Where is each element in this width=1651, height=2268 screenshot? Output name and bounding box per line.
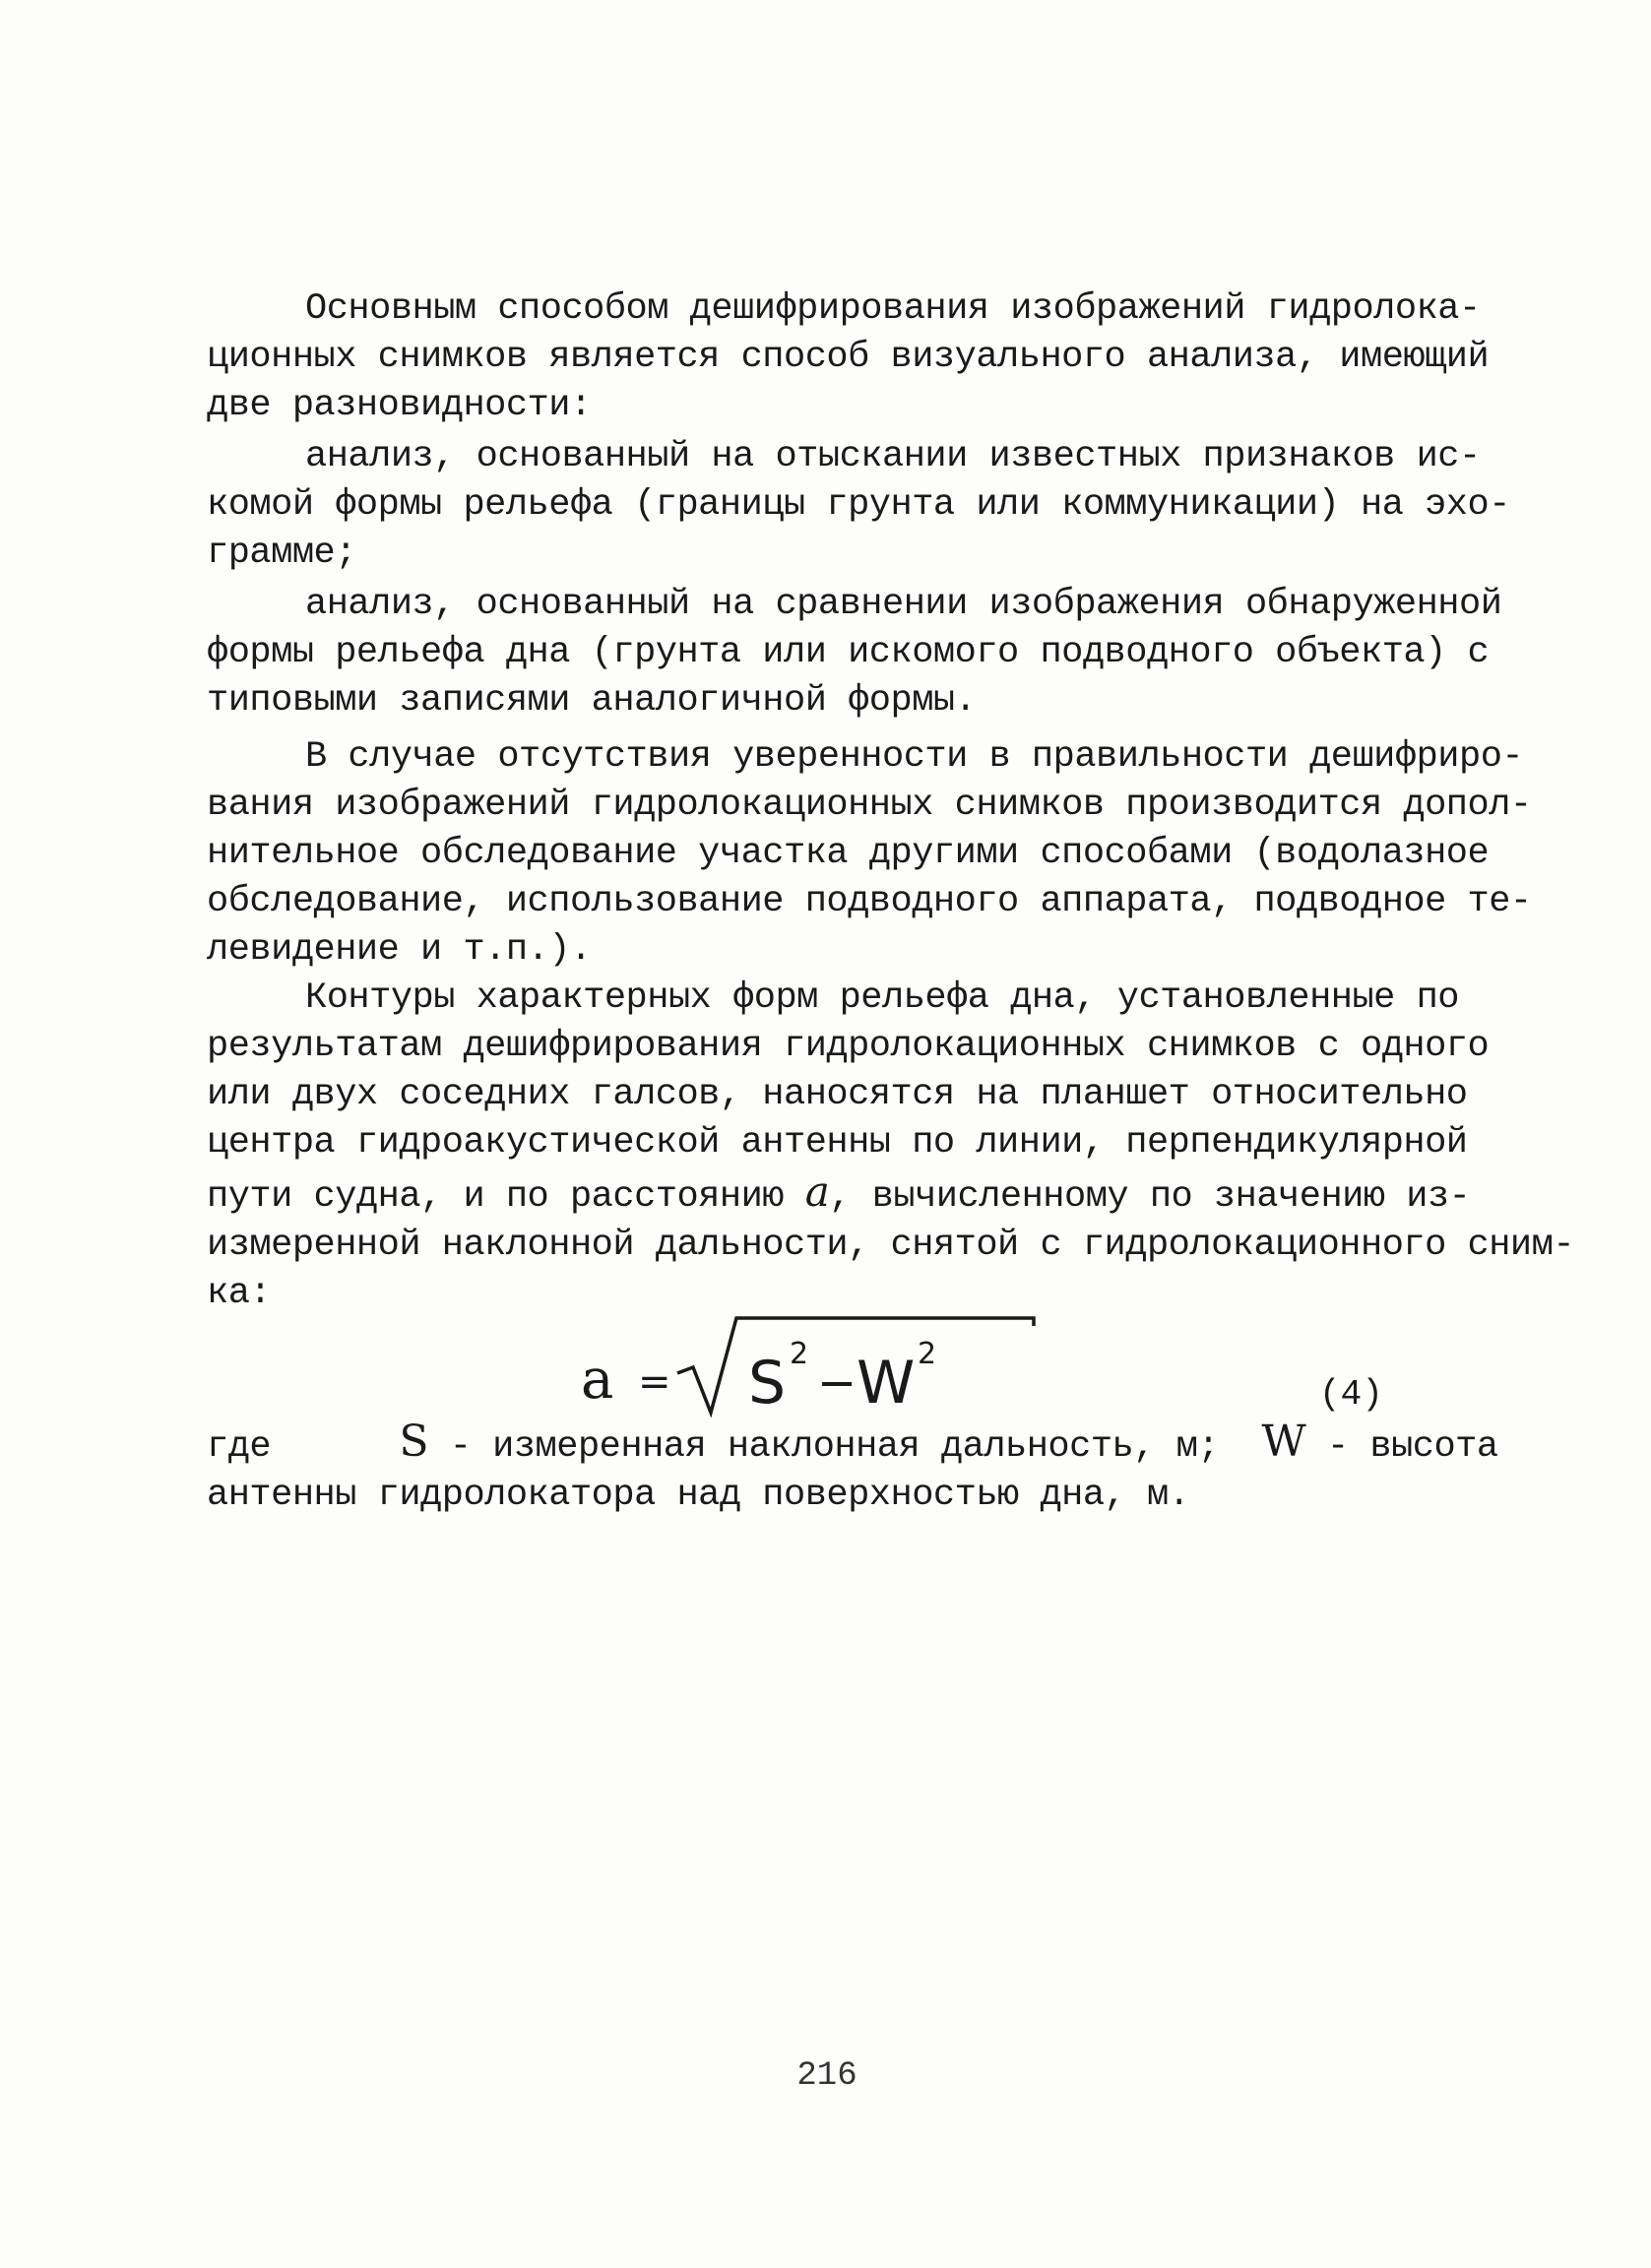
paragraph-line: центра гидроакустической антенны по линии, перпендикулярной — [207, 1122, 1468, 1164]
paragraph-line: ка: — [207, 1273, 272, 1314]
paragraph-line: измеренной наклонной дальности, снятой с гидролокационного сним- — [207, 1225, 1575, 1266]
paragraph-line: грамме; — [207, 533, 356, 574]
page-number: 216 — [796, 2057, 857, 2095]
legend-line — [207, 1417, 1498, 1472]
paragraph-line: ционных снимков является способ визуального анализа, имеющий — [207, 337, 1490, 378]
legend-w-definition: - высота — [1326, 1426, 1498, 1468]
legend-lead: где — [207, 1426, 272, 1468]
paragraph-line: Основным способом дешифрирования изображений гидролока- — [305, 288, 1481, 330]
paragraph-line: анализ, основанный на сравнении изображения обнаруженной — [305, 584, 1502, 625]
paragraph-line: комой формы рельефа (границы грунта или коммуникации) на эхо- — [207, 484, 1510, 526]
distance-formula — [571, 1304, 1122, 1422]
paragraph-line: результатам дешифрирования гидролокационных снимков с одного — [207, 1026, 1490, 1067]
paragraph-contour-plotting — [207, 975, 1575, 1318]
legend-symbol-s: S — [399, 1417, 429, 1467]
paragraph-analysis-variant-1 — [207, 433, 1510, 578]
paragraph-decoding-methods — [207, 285, 1490, 430]
formula-w: W — [857, 1349, 916, 1418]
paragraph-line: анализ, основанный на отыскании известных признаков ис- — [305, 436, 1481, 477]
legend-line: антенны гидролокатора над поверхностью дна, м. — [207, 1475, 1190, 1516]
paragraph-line: нительное обследование участка другими способами (водолазное — [207, 833, 1490, 874]
paragraph-line: В случае отсутствия уверенности в правильности дешифриро- — [305, 736, 1524, 778]
formula-equals: = — [638, 1359, 671, 1405]
paragraph-line: вания изображений гидролокационных снимков производится допол- — [207, 785, 1532, 826]
formula-legend — [207, 1417, 1498, 1520]
formula-s: S — [748, 1349, 787, 1418]
paragraph-line: формы рельефа дна (грунта или искомого подводного объекта) с — [207, 632, 1490, 673]
paragraph-additional-survey — [207, 733, 1532, 975]
distance-symbol-a: a — [804, 1167, 830, 1216]
formula-w-exponent: 2 — [918, 1337, 937, 1371]
line-text: пути судна, и по расстоянию — [207, 1176, 784, 1218]
formula-minus: − — [817, 1355, 857, 1411]
paragraph-line: левидение и т.п.). — [207, 929, 592, 971]
paragraph-line — [207, 1167, 1471, 1222]
paragraph-line: обследование, использование подводного аппарата, подводное те- — [207, 881, 1532, 922]
paragraph-analysis-variant-2 — [207, 581, 1502, 725]
legend-s-definition: - измеренная наклонная дальность, м; — [449, 1426, 1220, 1468]
legend-symbol-w: W — [1261, 1417, 1306, 1467]
line-text: , вычисленному по значению из- — [829, 1176, 1471, 1218]
paragraph-line: две разновидности: — [207, 385, 592, 426]
formula-lhs-a: a — [581, 1348, 614, 1412]
equation-number: (4) — [1319, 1374, 1383, 1415]
formula-s-exponent: 2 — [790, 1337, 809, 1371]
paragraph-line: типовыми записями аналогичной формы. — [207, 680, 977, 722]
paragraph-line: Контуры характерных форм рельефа дна, установленные по — [305, 977, 1459, 1019]
paragraph-line: или двух соседних галсов, наносятся на планшет относительно — [207, 1074, 1468, 1115]
